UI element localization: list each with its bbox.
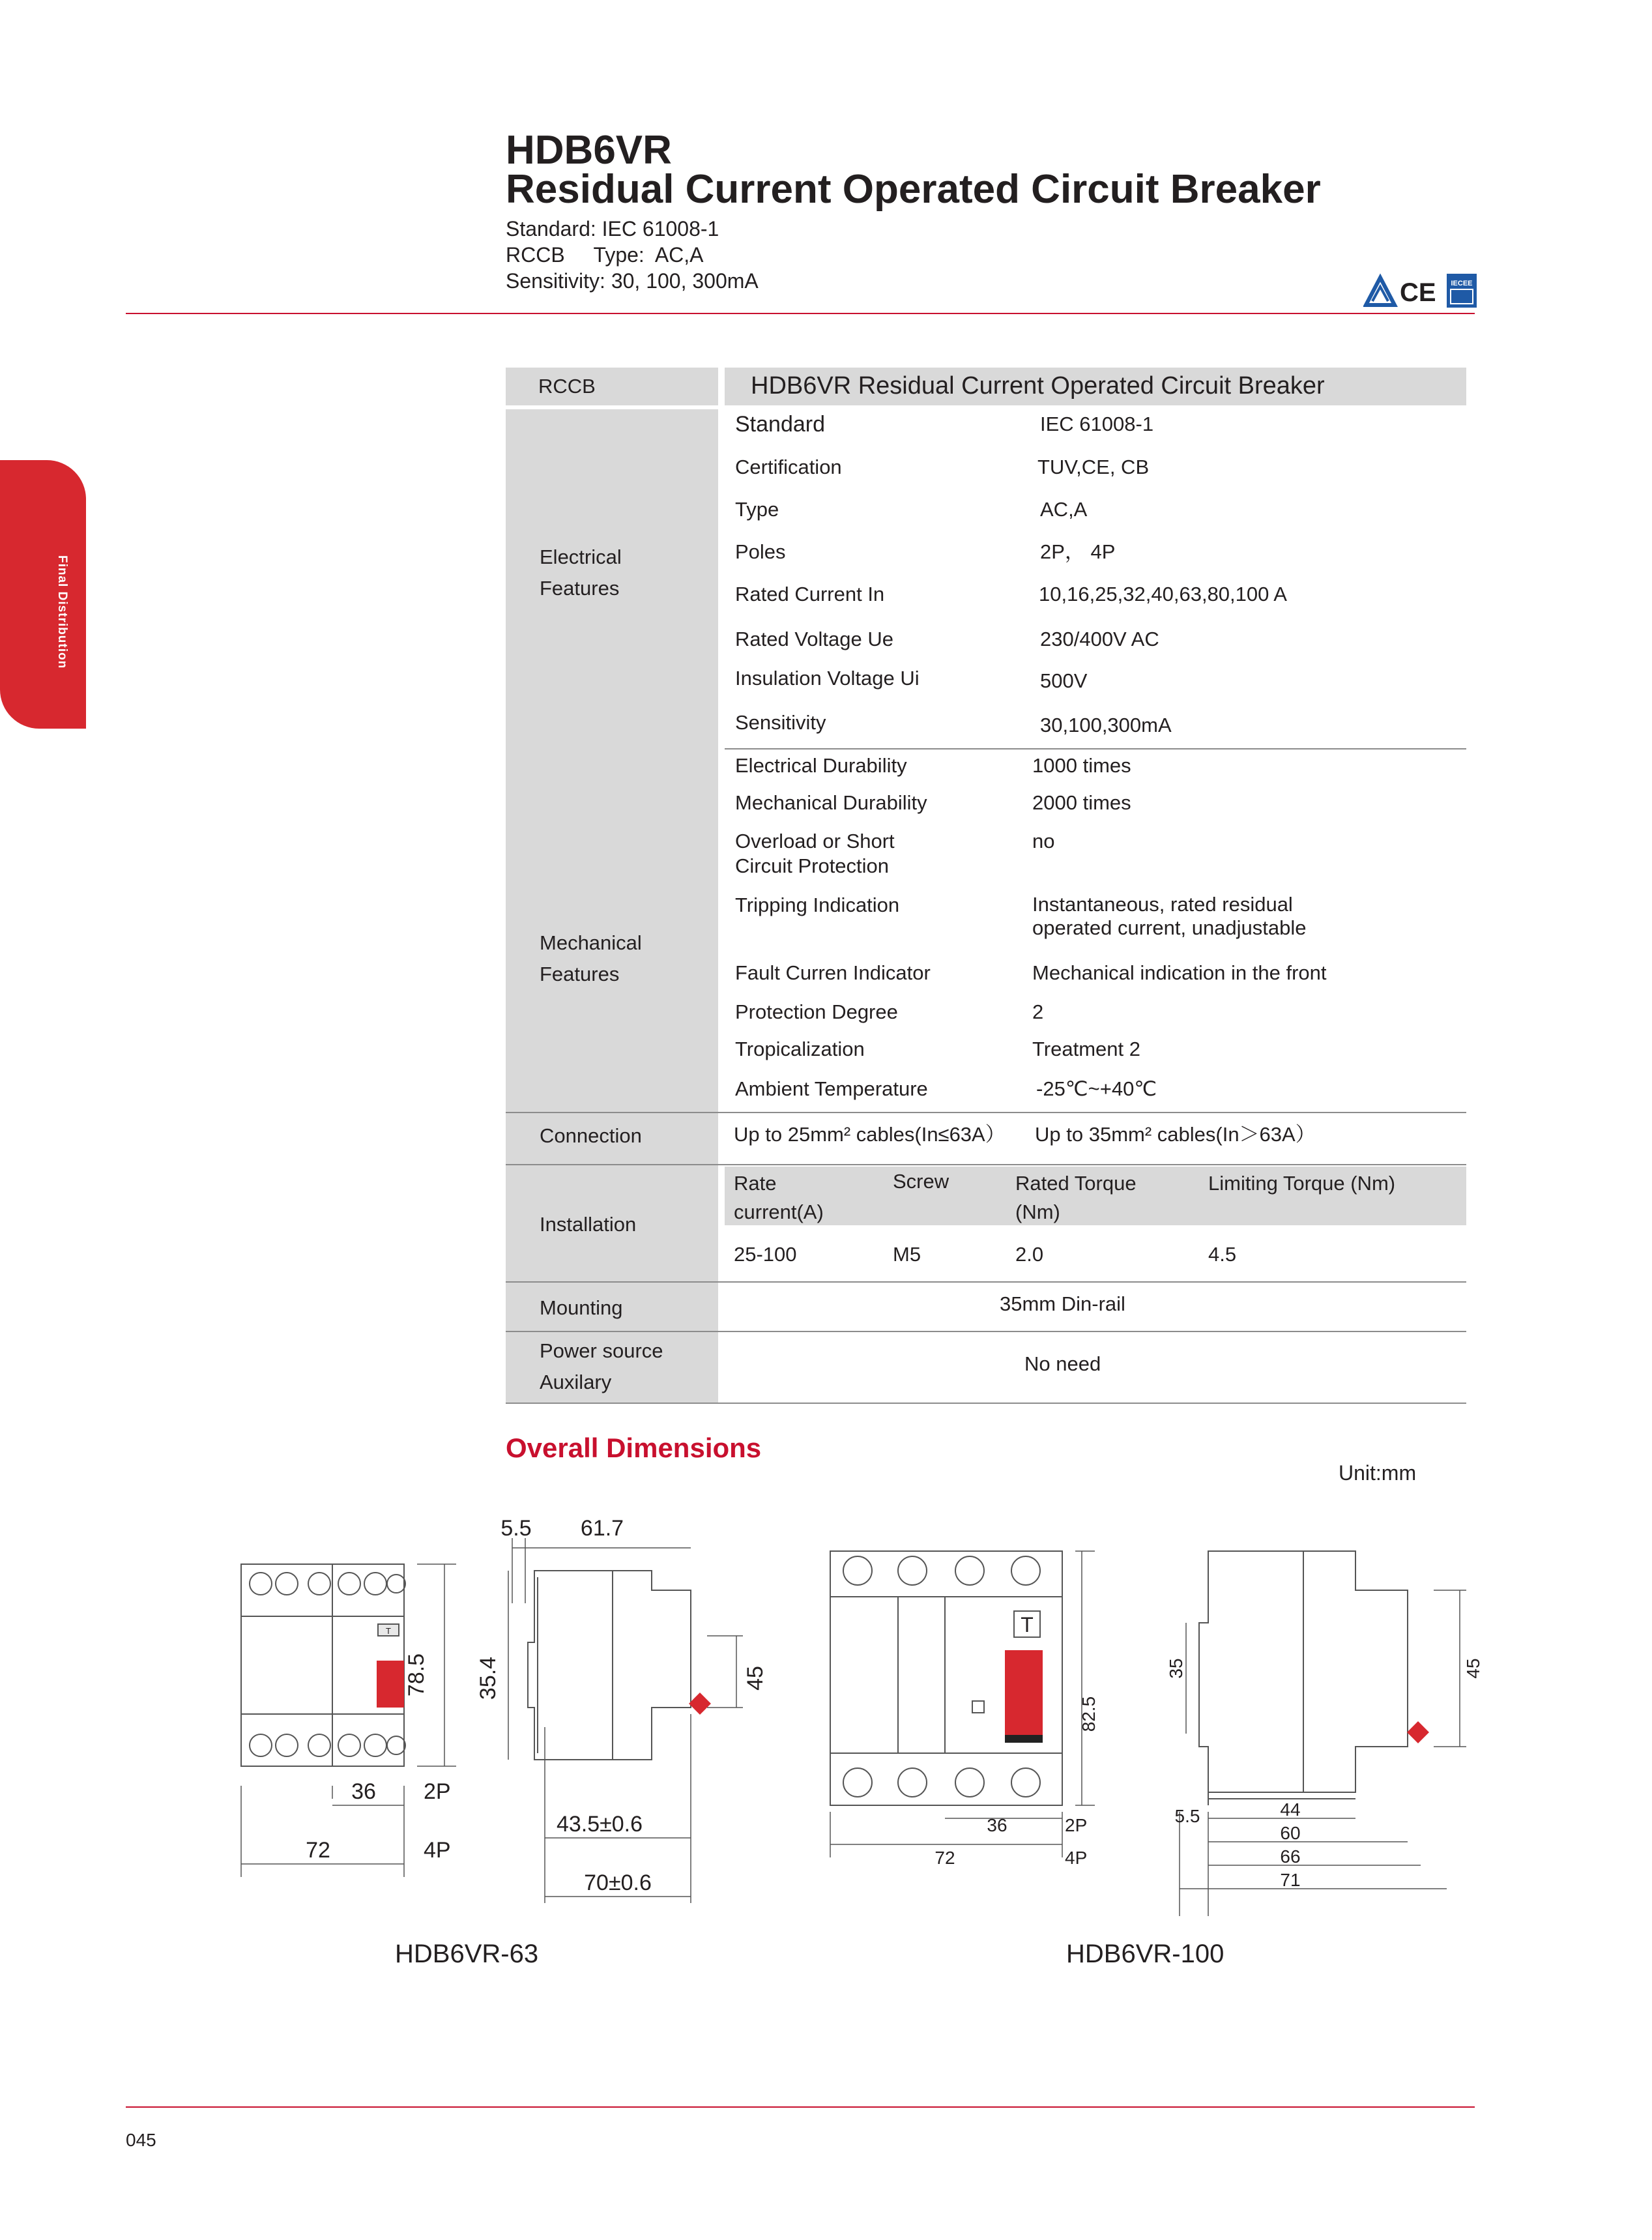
spec-value: AC,A bbox=[1040, 498, 1088, 521]
spec-name: Overload or Short Circuit Protection bbox=[735, 830, 895, 877]
dim-label: 71 bbox=[1280, 1870, 1301, 1890]
spec-value: 10,16,25,32,40,63,80,100 A bbox=[1039, 583, 1287, 605]
footer-divider bbox=[126, 2106, 1475, 2108]
terminal-screws-top bbox=[250, 1573, 405, 1595]
type-line: RCCB Type: AC,A bbox=[506, 243, 704, 267]
dim-label: 35.4 bbox=[476, 1656, 500, 1700]
dim-label: 2P bbox=[424, 1779, 451, 1804]
section-heading: Overall Dimensions bbox=[506, 1433, 762, 1463]
side-tab-label: Final Distribution bbox=[55, 555, 69, 669]
terminal-screws-bottom bbox=[250, 1734, 405, 1756]
standard-line: Standard: IEC 61008-1 bbox=[506, 217, 719, 240]
hdb6vr-63-drawing bbox=[222, 1512, 808, 1916]
installation-value: M5 bbox=[893, 1243, 921, 1266]
spec-name: Type bbox=[735, 498, 779, 521]
spec-value: 230/400V AC bbox=[1040, 628, 1159, 650]
spec-name: Fault Curren Indicator bbox=[735, 961, 931, 984]
spec-name: Poles bbox=[735, 540, 786, 563]
table-head-left-label: RCCB bbox=[538, 375, 596, 398]
unit-label: Unit:mm bbox=[1339, 1461, 1417, 1485]
hdb6vr-100-drawing bbox=[821, 1532, 1499, 1916]
dim-label: 36 bbox=[987, 1815, 1007, 1835]
sensitivity-line: Sensitivity: 30, 100, 300mA bbox=[506, 269, 759, 293]
din-clip bbox=[689, 1693, 711, 1715]
electrical-label-1: Electrical bbox=[540, 545, 622, 568]
dim-label: 78.5 bbox=[404, 1653, 429, 1697]
header-divider bbox=[126, 313, 1475, 314]
table-head-left bbox=[506, 368, 718, 405]
dim-label: 4P bbox=[424, 1838, 451, 1863]
toggle-handle bbox=[1005, 1650, 1043, 1743]
product-title: Residual Current Operated Circuit Breaker bbox=[506, 167, 1321, 212]
installation-header: Rated Torque (Nm) bbox=[1015, 1172, 1137, 1223]
row-divider bbox=[506, 1331, 1466, 1332]
power-label-2: Auxilary bbox=[540, 1371, 612, 1393]
spec-value: 500V bbox=[1040, 669, 1088, 692]
dim-label: 61.7 bbox=[580, 1516, 624, 1541]
installation-header: Screw bbox=[893, 1170, 949, 1193]
mounting-value: 35mm Din-rail bbox=[1000, 1292, 1125, 1315]
spec-name: Ambient Temperature bbox=[735, 1077, 928, 1100]
power-label-1: Power source bbox=[540, 1339, 663, 1362]
installation-value: 2.0 bbox=[1015, 1243, 1044, 1266]
spec-value: 30,100,300mA bbox=[1040, 714, 1172, 736]
dim-label: 82.5 bbox=[1079, 1696, 1099, 1732]
spec-name: Sensitivity bbox=[735, 711, 826, 734]
dim-label: 45 bbox=[1463, 1658, 1483, 1679]
dim-label: 36 bbox=[351, 1779, 376, 1804]
side-view bbox=[528, 1571, 691, 1760]
dim-label: 5.5 bbox=[500, 1516, 532, 1541]
spec-value: Mechanical indication in the front bbox=[1032, 961, 1327, 984]
installation-header: Limiting Torque (Nm) bbox=[1208, 1172, 1396, 1195]
installation-label: Installation bbox=[540, 1213, 637, 1236]
electrical-label-2: Features bbox=[540, 577, 620, 600]
dim-label: 72 bbox=[935, 1848, 955, 1868]
installation-header: Rate current(A) bbox=[734, 1172, 824, 1223]
test-button-label: T bbox=[386, 1626, 391, 1636]
dim-label: 60 bbox=[1280, 1823, 1301, 1843]
din-clip bbox=[1407, 1721, 1429, 1743]
mechanical-label-2: Features bbox=[540, 963, 620, 985]
installation-value: 25-100 bbox=[734, 1243, 797, 1266]
spec-name: Certification bbox=[735, 456, 842, 478]
spec-value: IEC 61008-1 bbox=[1040, 413, 1154, 435]
spec-value: 2P， 4P bbox=[1040, 540, 1116, 563]
spec-name: Standard bbox=[735, 412, 825, 437]
svg-text:IECEE: IECEE bbox=[1451, 280, 1473, 287]
iecee-icon bbox=[1447, 274, 1477, 308]
spec-value: TUV,CE, CB bbox=[1037, 456, 1150, 478]
page-number: 045 bbox=[126, 2130, 156, 2150]
dim-label: 5.5 bbox=[1174, 1806, 1200, 1826]
spec-value: -25℃~+40℃ bbox=[1036, 1077, 1157, 1100]
side-tab bbox=[0, 460, 86, 729]
row-divider bbox=[506, 1112, 1466, 1113]
terminal-screws-bottom bbox=[843, 1768, 1040, 1797]
row-divider bbox=[506, 1403, 1466, 1404]
dim-label: 2P bbox=[1065, 1815, 1088, 1835]
mounting-label: Mounting bbox=[540, 1296, 623, 1319]
spec-name: Insulation Voltage Ui bbox=[735, 667, 920, 690]
spec-value: 2000 times bbox=[1032, 791, 1131, 814]
dim-label: 4P bbox=[1065, 1848, 1088, 1868]
product-model: HDB6VR bbox=[506, 128, 672, 173]
spec-value: 1000 times bbox=[1032, 754, 1131, 777]
dim-label: 70±0.6 bbox=[584, 1870, 652, 1895]
tuv-icon bbox=[1366, 278, 1395, 305]
spec-value: no bbox=[1032, 830, 1055, 852]
connection-value-1: Up to 25mm² cables(In≤63A） bbox=[734, 1123, 1006, 1146]
side-view bbox=[1199, 1551, 1408, 1805]
row-divider bbox=[725, 748, 1466, 749]
caption-hdb6vr-100: HDB6VR-100 bbox=[1066, 1940, 1225, 1968]
spec-value: 2 bbox=[1032, 1000, 1044, 1023]
connection-value-2: Up to 35mm² cables(In＞63A） bbox=[1035, 1123, 1316, 1146]
terminal-screws-top bbox=[843, 1556, 1040, 1585]
spec-value: Instantaneous, rated residual operated current, unadjustable bbox=[1032, 893, 1307, 939]
row-divider bbox=[506, 1164, 1466, 1165]
table-head-right-label: HDB6VR Residual Current Operated Circuit Breaker bbox=[751, 372, 1325, 400]
dim-label: 72 bbox=[306, 1838, 330, 1863]
spec-name: Electrical Durability bbox=[735, 754, 907, 777]
caption-hdb6vr-63: HDB6VR-63 bbox=[395, 1940, 539, 1968]
test-button-label: T bbox=[1021, 1613, 1034, 1636]
spec-name: Tropicalization bbox=[735, 1038, 865, 1060]
spec-name: Rated Current In bbox=[735, 583, 885, 605]
installation-value: 4.5 bbox=[1208, 1243, 1237, 1266]
mechanical-label-1: Mechanical bbox=[540, 931, 642, 954]
toggle-handle bbox=[377, 1661, 404, 1708]
ce-mark: CE bbox=[1400, 278, 1436, 307]
dim-label: 66 bbox=[1280, 1846, 1301, 1867]
spec-value: Treatment 2 bbox=[1032, 1038, 1140, 1060]
spec-name: Tripping Indication bbox=[735, 894, 900, 916]
row-divider bbox=[506, 1281, 1466, 1283]
spec-name: Protection Degree bbox=[735, 1000, 898, 1023]
spec-name: Mechanical Durability bbox=[735, 791, 927, 814]
dim-label: 35 bbox=[1166, 1658, 1186, 1679]
power-value: No need bbox=[1024, 1352, 1101, 1375]
spec-name: Rated Voltage Ue bbox=[735, 628, 894, 650]
cert-logos bbox=[1363, 272, 1481, 312]
dim-label: 44 bbox=[1280, 1799, 1301, 1820]
dim-label: 43.5±0.6 bbox=[556, 1812, 643, 1837]
dim-label: 45 bbox=[743, 1666, 768, 1691]
connection-label: Connection bbox=[540, 1124, 642, 1147]
